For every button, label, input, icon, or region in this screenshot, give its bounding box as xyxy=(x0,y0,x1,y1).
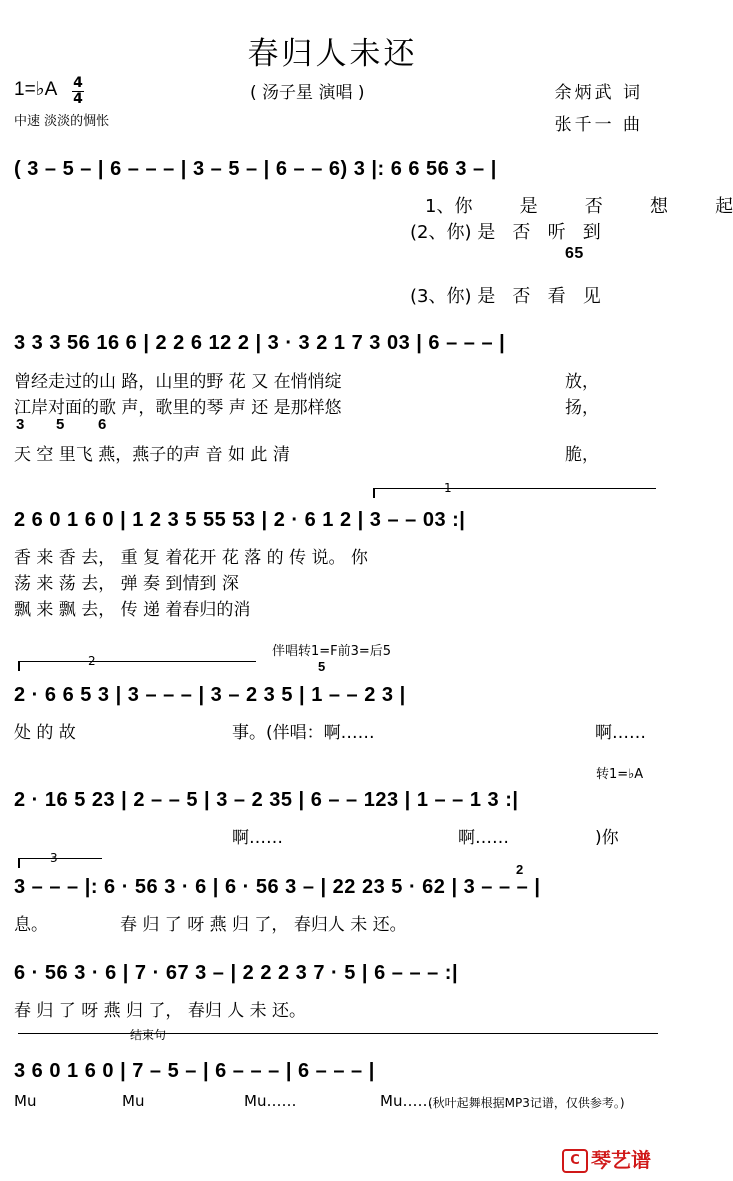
lyric-line-4-a: 处 的 故 xyxy=(14,723,76,743)
lyric-line-2-1b: 放， xyxy=(565,372,599,392)
lyric-line-4-c: 啊…… xyxy=(595,723,646,743)
lyric-line-8-b: Mu xyxy=(122,1092,145,1110)
music-row-8: 3 6 0 1 6 0 | 7 – 5 – | 6 – – – | 6 – – – | xyxy=(14,1060,375,1082)
lyric-line-3-3: 飘 来 飘 去， 传 递 着春归的消 xyxy=(14,600,251,620)
alt-note-2: 2 xyxy=(516,862,524,877)
alt-note-5: 5 xyxy=(56,416,65,433)
alt-notes-65: 65 xyxy=(565,245,584,262)
music-row-6: 3 – – – |: 6 · 56 3 · 6 | 6 · 56 3 – | 22 23 5 · 62 | 3 – – – | xyxy=(14,876,541,898)
lyric-line-7: 春 归 了 呀 燕 归 了， 春归 人 未 还。 xyxy=(14,1001,307,1021)
volta-2-bracket xyxy=(18,661,256,662)
music-row-5: 2 · 16 5 23 | 2 – – 5 | 3 – 2 35 | 6 – – 123 | 1 – – 1 3 :| xyxy=(14,789,519,811)
lyric-line-5-c: )你 xyxy=(595,828,619,848)
alt-note-3: 3 xyxy=(16,416,25,433)
site-logo: C 琴艺谱 xyxy=(562,1144,651,1174)
verse-3-label: (3、你) 是 否 看 见 xyxy=(410,286,601,307)
lyricist-credit: 余炳武 词 xyxy=(554,83,643,103)
key-signature: 1=♭A xyxy=(14,79,58,100)
lyric-line-8-a: Mu xyxy=(14,1092,37,1110)
lyric-line-8-c: Mu…… xyxy=(244,1092,297,1110)
lyric-line-2-3: 天 空 里飞 燕，燕子的声 音 如 此 清 xyxy=(14,445,290,465)
music-row-2: 3 3 3 56 16 6 | 2 2 6 12 2 | 3 · 3 2 1 7 3 03 | 6 – – – | xyxy=(14,332,506,354)
alt-note-6: 6 xyxy=(98,416,107,433)
composer-credit: 张千一 曲 xyxy=(554,115,643,135)
lyric-line-8-d: Mu…… xyxy=(380,1092,433,1110)
lyric-line-3-1: 香 来 香 去， 重 复 着花开 花 落 的 传 说。 你 xyxy=(14,548,368,568)
lyric-line-2-3b: 脆， xyxy=(565,445,599,465)
volta-1-bracket xyxy=(373,488,656,489)
modulation-1: 伴唱转1=F前3=后5 xyxy=(272,644,392,659)
page-title: 春归人未还 xyxy=(247,36,418,72)
volta-3-bracket xyxy=(18,858,102,859)
ending-label: 结束句 xyxy=(130,1028,167,1042)
verse-1-label: 1、你 是 否 想 起 xyxy=(425,196,733,217)
lyric-line-6-a: 息。 xyxy=(14,915,48,935)
lyric-line-2-2b: 扬， xyxy=(565,398,599,418)
qin-logo-icon: C xyxy=(562,1149,588,1173)
volta-2-label: 2 xyxy=(88,654,96,668)
lyric-line-4-b: 事。(伴唱：啊…… xyxy=(232,723,375,743)
source-note: (秋叶起舞根据MP3记谱，仅供参考。) xyxy=(428,1096,625,1110)
tempo-marking: 中速 淡淡的惆怅 xyxy=(14,114,110,129)
lyric-line-5-a: 啊…… xyxy=(232,828,283,848)
alt-note-5b: 5 xyxy=(318,659,326,674)
music-row-7: 6 · 56 3 · 6 | 7 · 67 3 – | 2 2 2 3 7 · 5 | 6 – – – :| xyxy=(14,962,459,984)
volta-1-label: 1 xyxy=(444,481,452,495)
lyric-line-2-1: 曾经走过的山 路，山里的野 花 又 在悄悄绽 xyxy=(14,372,342,392)
singer-credit: ( 汤子星 演唱 ) xyxy=(250,83,365,103)
music-row-4: 2 · 6 6 5 3 | 3 – – – | 3 – 2 3 5 | 1 – – 2 3 | xyxy=(14,684,406,706)
lyric-line-2-2: 江岸对面的歌 声，歌里的琴 声 还 是那样悠 xyxy=(14,398,342,418)
lyric-line-6-b: 春 归 了 呀 燕 归 了， 春归人 未 还。 xyxy=(120,915,407,935)
modulation-2: 转1=♭A xyxy=(596,767,644,782)
lyric-line-5-b: 啊…… xyxy=(458,828,509,848)
lyric-line-3-2: 荡 来 荡 去， 弹 奏 到情到 深 xyxy=(14,574,239,594)
verse-2-label: (2、你) 是 否 听 到 xyxy=(410,222,601,243)
music-row-3: 2 6 0 1 6 0 | 1 2 3 5 55 53 | 2 · 6 1 2 | 3 – – 03 :| xyxy=(14,509,466,531)
music-row-1: ( 3 – 5 – | 6 – – – | 3 – 5 – | 6 – – 6) 3 |: 6 6 56 3 – | xyxy=(14,158,497,180)
ending-bracket xyxy=(18,1033,658,1034)
volta-3-label: 3 xyxy=(50,851,58,865)
time-signature: 4 4 xyxy=(73,75,83,107)
